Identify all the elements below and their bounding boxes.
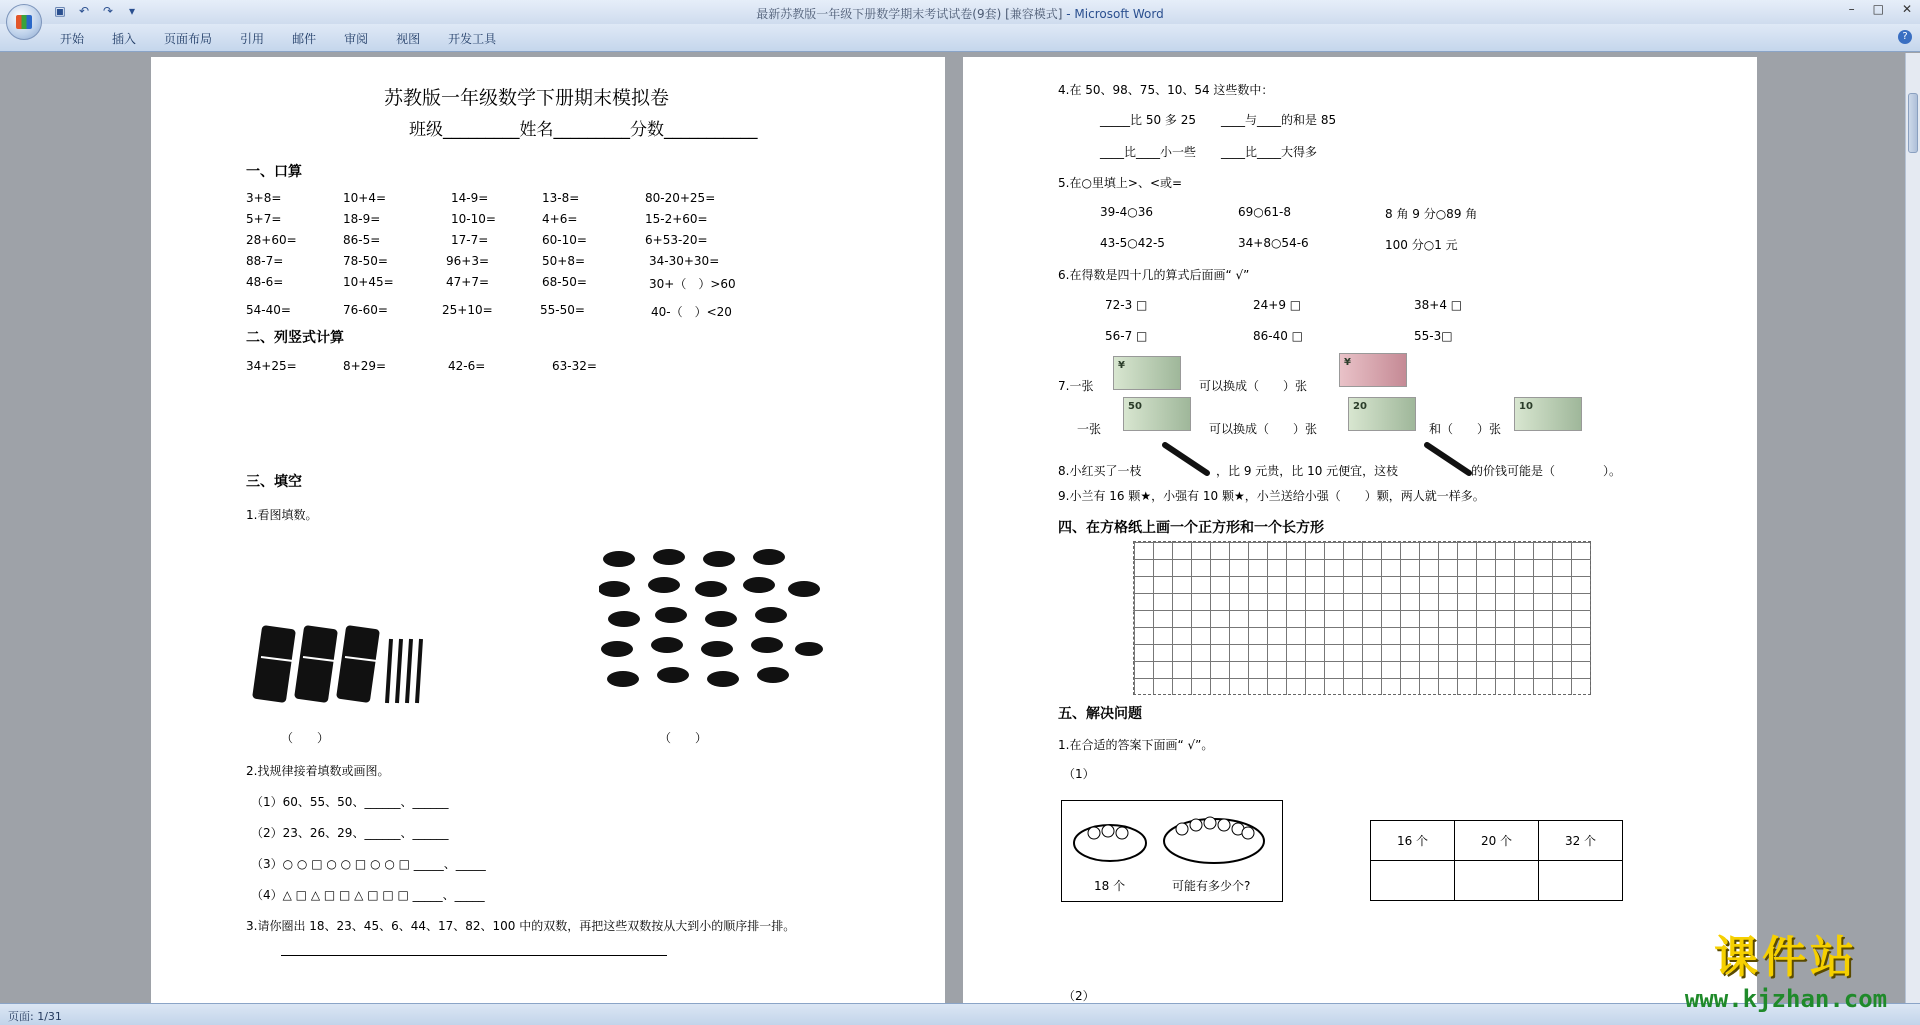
oral-item: 48-6= — [246, 275, 284, 289]
banknote-image: ¥ — [1339, 353, 1407, 387]
q4-blank-c: ____比____小一些 — [1100, 145, 1197, 159]
vertical-item: 34+25= — [246, 359, 297, 373]
oral-item: 3+8= — [246, 191, 282, 205]
compare-item: 8 角 9 分○89 角 — [1385, 207, 1478, 221]
scroll-thumb[interactable] — [1908, 93, 1918, 153]
check-item[interactable]: 24+9 □ — [1253, 298, 1302, 312]
section-vertical: 二、列竖式计算 — [246, 330, 344, 346]
section-problems: 五、解决问题 — [1058, 706, 1142, 722]
oral-item: 18-9= — [343, 212, 381, 226]
check-cell[interactable] — [1371, 861, 1455, 901]
question-8-b: ，比 9 元贵，比 10 元便宜，这枝 — [1216, 464, 1399, 478]
section-oral: 一、口算 — [246, 164, 302, 180]
question-7-e: 和（ ）张 — [1429, 422, 1502, 436]
question-7-c: 一张 — [1077, 422, 1102, 436]
question-7-d: 可以换成（ ）张 — [1209, 422, 1318, 436]
q4-blank-b: ____与____的和是 85 — [1221, 113, 1337, 127]
oral-item: 68-50= — [542, 275, 587, 289]
oral-item: 28+60= — [246, 233, 297, 247]
answer-line[interactable] — [281, 955, 667, 956]
close-icon[interactable]: ✕ — [1901, 2, 1912, 16]
question-2: 2.找规律接着填数或画图。 — [246, 764, 390, 778]
oral-item: 17-7= — [451, 233, 489, 247]
tab-page-layout[interactable]: 页面布局 — [164, 32, 213, 46]
egg-baskets-image — [1061, 800, 1283, 902]
question-4: 4.在 50、98、75、10、54 这些数中： — [1058, 83, 1274, 97]
oral-item: 88-7= — [246, 254, 284, 268]
oral-item: 10+4= — [343, 191, 387, 205]
app-name: - Microsoft Word — [1062, 7, 1164, 21]
site-watermark — [1672, 921, 1900, 1013]
question-9: 9.小兰有 16 颗★，小强有 10 颗★，小兰送给小强（ ）颗，两人就一样多。 — [1058, 489, 1485, 503]
banknote-image: 20 — [1348, 397, 1416, 431]
q4-blank-a: _____比 50 多 25 — [1100, 113, 1196, 127]
oral-item: 76-60= — [343, 303, 388, 317]
compare-item: 39-4○36 — [1100, 205, 1153, 219]
window-title — [0, 5, 1920, 22]
pen-image — [1161, 441, 1211, 477]
student-info-line: 班级_________姓名_________分数___________ — [409, 120, 758, 140]
oral-item: 6+53-20= — [645, 233, 708, 247]
pen-image — [1423, 441, 1473, 477]
tab-home[interactable]: 开始 — [60, 32, 85, 46]
page-indicator[interactable]: 页面: 1/31 — [8, 1010, 62, 1023]
office-button[interactable] — [6, 4, 42, 40]
tab-references[interactable]: 引用 — [240, 32, 265, 46]
document-page-1 — [151, 57, 945, 1003]
banknote-image: 10 — [1514, 397, 1582, 431]
oral-item: 25+10= — [442, 303, 493, 317]
compare-item: 100 分○1 元 — [1385, 238, 1458, 252]
problem-1: 1.在合适的答案下面画“ √”。 — [1058, 738, 1214, 752]
q4-blank-d: ____比____大得多 — [1221, 145, 1318, 159]
window-controls — [1849, 2, 1912, 16]
oral-item: 54-40= — [246, 303, 291, 317]
basket-icon — [1062, 801, 1282, 871]
question-3: 3.请你圈出 18、23、45、6、44、17、82、100 中的双数，再把这些双数按从大到小的顺序排一排。 — [246, 919, 796, 933]
page-title: 苏教版一年级数学下册期末模拟卷 — [384, 87, 670, 109]
watermark-title: 课件站 — [1714, 932, 1858, 983]
compare-item: 69○61-8 — [1238, 205, 1291, 219]
table-row — [1371, 861, 1623, 901]
vertical-item: 42-6= — [448, 359, 486, 373]
oral-item: 47+7= — [446, 275, 490, 289]
check-cell[interactable] — [1539, 861, 1623, 901]
option-cell: 20 个 — [1455, 821, 1539, 861]
tab-mailings[interactable]: 邮件 — [292, 32, 317, 46]
oral-item: 50+8= — [542, 254, 586, 268]
document-workspace — [0, 53, 1905, 1003]
document-name: 最新苏教版一年级下册数学期末考试试卷(9套) [兼容模式] — [756, 7, 1063, 21]
compare-item: 43-5○42-5 — [1100, 236, 1165, 250]
oral-item: 13-8= — [542, 191, 580, 205]
goldfish-image — [599, 545, 829, 705]
question-8-c: 的价钱可能是（ ）。 — [1471, 464, 1622, 478]
question-1: 1.看图填数。 — [246, 508, 318, 522]
oral-item: 96+3= — [446, 254, 490, 268]
check-item[interactable]: 38+4 □ — [1414, 298, 1463, 312]
oral-item: 34-30+30= — [649, 254, 720, 268]
minimize-icon[interactable]: – — [1848, 2, 1855, 16]
oral-item: 78-50= — [343, 254, 388, 268]
office-logo-icon — [16, 15, 32, 29]
redo-icon[interactable]: ↷ — [102, 4, 114, 18]
pattern-2: （2）23、26、29、______、______ — [251, 826, 449, 840]
tab-insert[interactable]: 插入 — [112, 32, 137, 46]
maximize-icon[interactable]: □ — [1872, 2, 1884, 16]
basket-label-1: 18 个 — [1094, 879, 1126, 893]
oral-item: 15-2+60= — [645, 212, 708, 226]
tab-developer[interactable]: 开发工具 — [448, 32, 497, 46]
watermark-url: www.kjzhan.com — [1684, 985, 1888, 1013]
question-5: 5.在○里填上>、<或= — [1058, 176, 1183, 190]
compare-item: 34+8○54-6 — [1238, 236, 1309, 250]
section-grid: 四、在方格纸上画一个正方形和一个长方形 — [1058, 520, 1324, 536]
oral-item: 80-20+25= — [645, 191, 716, 205]
basket-label-2: 可能有多少个? — [1172, 879, 1251, 893]
section-fill: 三、填空 — [246, 474, 302, 490]
answer-blank-sticks[interactable]: （ ） — [281, 731, 330, 745]
vertical-item: 8+29= — [343, 359, 387, 373]
pattern-3: （3）○ ○ □ ○ ○ □ ○ ○ □ _____、_____ — [251, 857, 486, 871]
question-7-a: 7.一张 — [1058, 379, 1094, 393]
check-item[interactable]: 86-40 □ — [1253, 329, 1304, 343]
vertical-scrollbar[interactable] — [1905, 53, 1920, 1003]
check-cell[interactable] — [1455, 861, 1539, 901]
help-icon[interactable]: ? — [1898, 30, 1912, 44]
check-item[interactable]: 72-3 □ — [1105, 298, 1148, 312]
stick-bundles-image — [251, 617, 431, 707]
status-bar — [0, 1003, 1920, 1025]
table-row — [1371, 821, 1623, 861]
quick-access-toolbar — [52, 3, 140, 19]
oral-item: 30+（ ）>60 — [649, 277, 736, 291]
grid-paper[interactable] — [1133, 541, 1591, 695]
oral-item: 14-9= — [451, 191, 489, 205]
tab-review[interactable]: 审阅 — [344, 32, 369, 46]
option-cell: 16 个 — [1371, 821, 1455, 861]
question-8-a: 8.小红买了一枝 — [1058, 464, 1142, 478]
oral-item: 55-50= — [540, 303, 585, 317]
vertical-item: 63-32= — [552, 359, 597, 373]
question-7-b: 可以换成（ ）张 — [1199, 379, 1308, 393]
title-bar — [0, 0, 1920, 24]
answer-options-table — [1370, 820, 1623, 901]
undo-icon[interactable]: ↶ — [78, 4, 90, 18]
oral-item: 86-5= — [343, 233, 381, 247]
oral-item: 5+7= — [246, 212, 282, 226]
check-item[interactable]: 56-7 □ — [1105, 329, 1148, 343]
banknote-image: 50 — [1123, 397, 1191, 431]
oral-item: 60-10= — [542, 233, 587, 247]
oral-item: 10+45= — [343, 275, 394, 289]
oral-item: 10-10= — [451, 212, 496, 226]
banknote-image: ¥ — [1113, 356, 1181, 390]
pattern-4: （4）△ □ △ □ □ △ □ □ □ _____、_____ — [251, 888, 485, 902]
question-6: 6.在得数是四十几的算式后面画“ √” — [1058, 268, 1250, 282]
problem-1-part-1: （1） — [1063, 767, 1095, 781]
document-page-2 — [963, 57, 1757, 1003]
check-item[interactable]: 55-3□ — [1414, 329, 1453, 343]
ribbon — [0, 24, 1920, 52]
oral-item: 4+6= — [542, 212, 578, 226]
problem-1-part-2: （2） — [1063, 989, 1095, 1003]
oral-item: 40-（ ）<20 — [651, 305, 732, 319]
ribbon-tabs — [60, 30, 524, 47]
pattern-1: （1）60、55、50、______、______ — [251, 795, 449, 809]
save-icon[interactable]: ▣ — [54, 4, 66, 18]
option-cell: 32 个 — [1539, 821, 1623, 861]
answer-blank-fish[interactable]: （ ） — [659, 731, 708, 745]
customize-dropdown-icon[interactable]: ▾ — [128, 4, 136, 18]
tab-view[interactable]: 视图 — [396, 32, 421, 46]
